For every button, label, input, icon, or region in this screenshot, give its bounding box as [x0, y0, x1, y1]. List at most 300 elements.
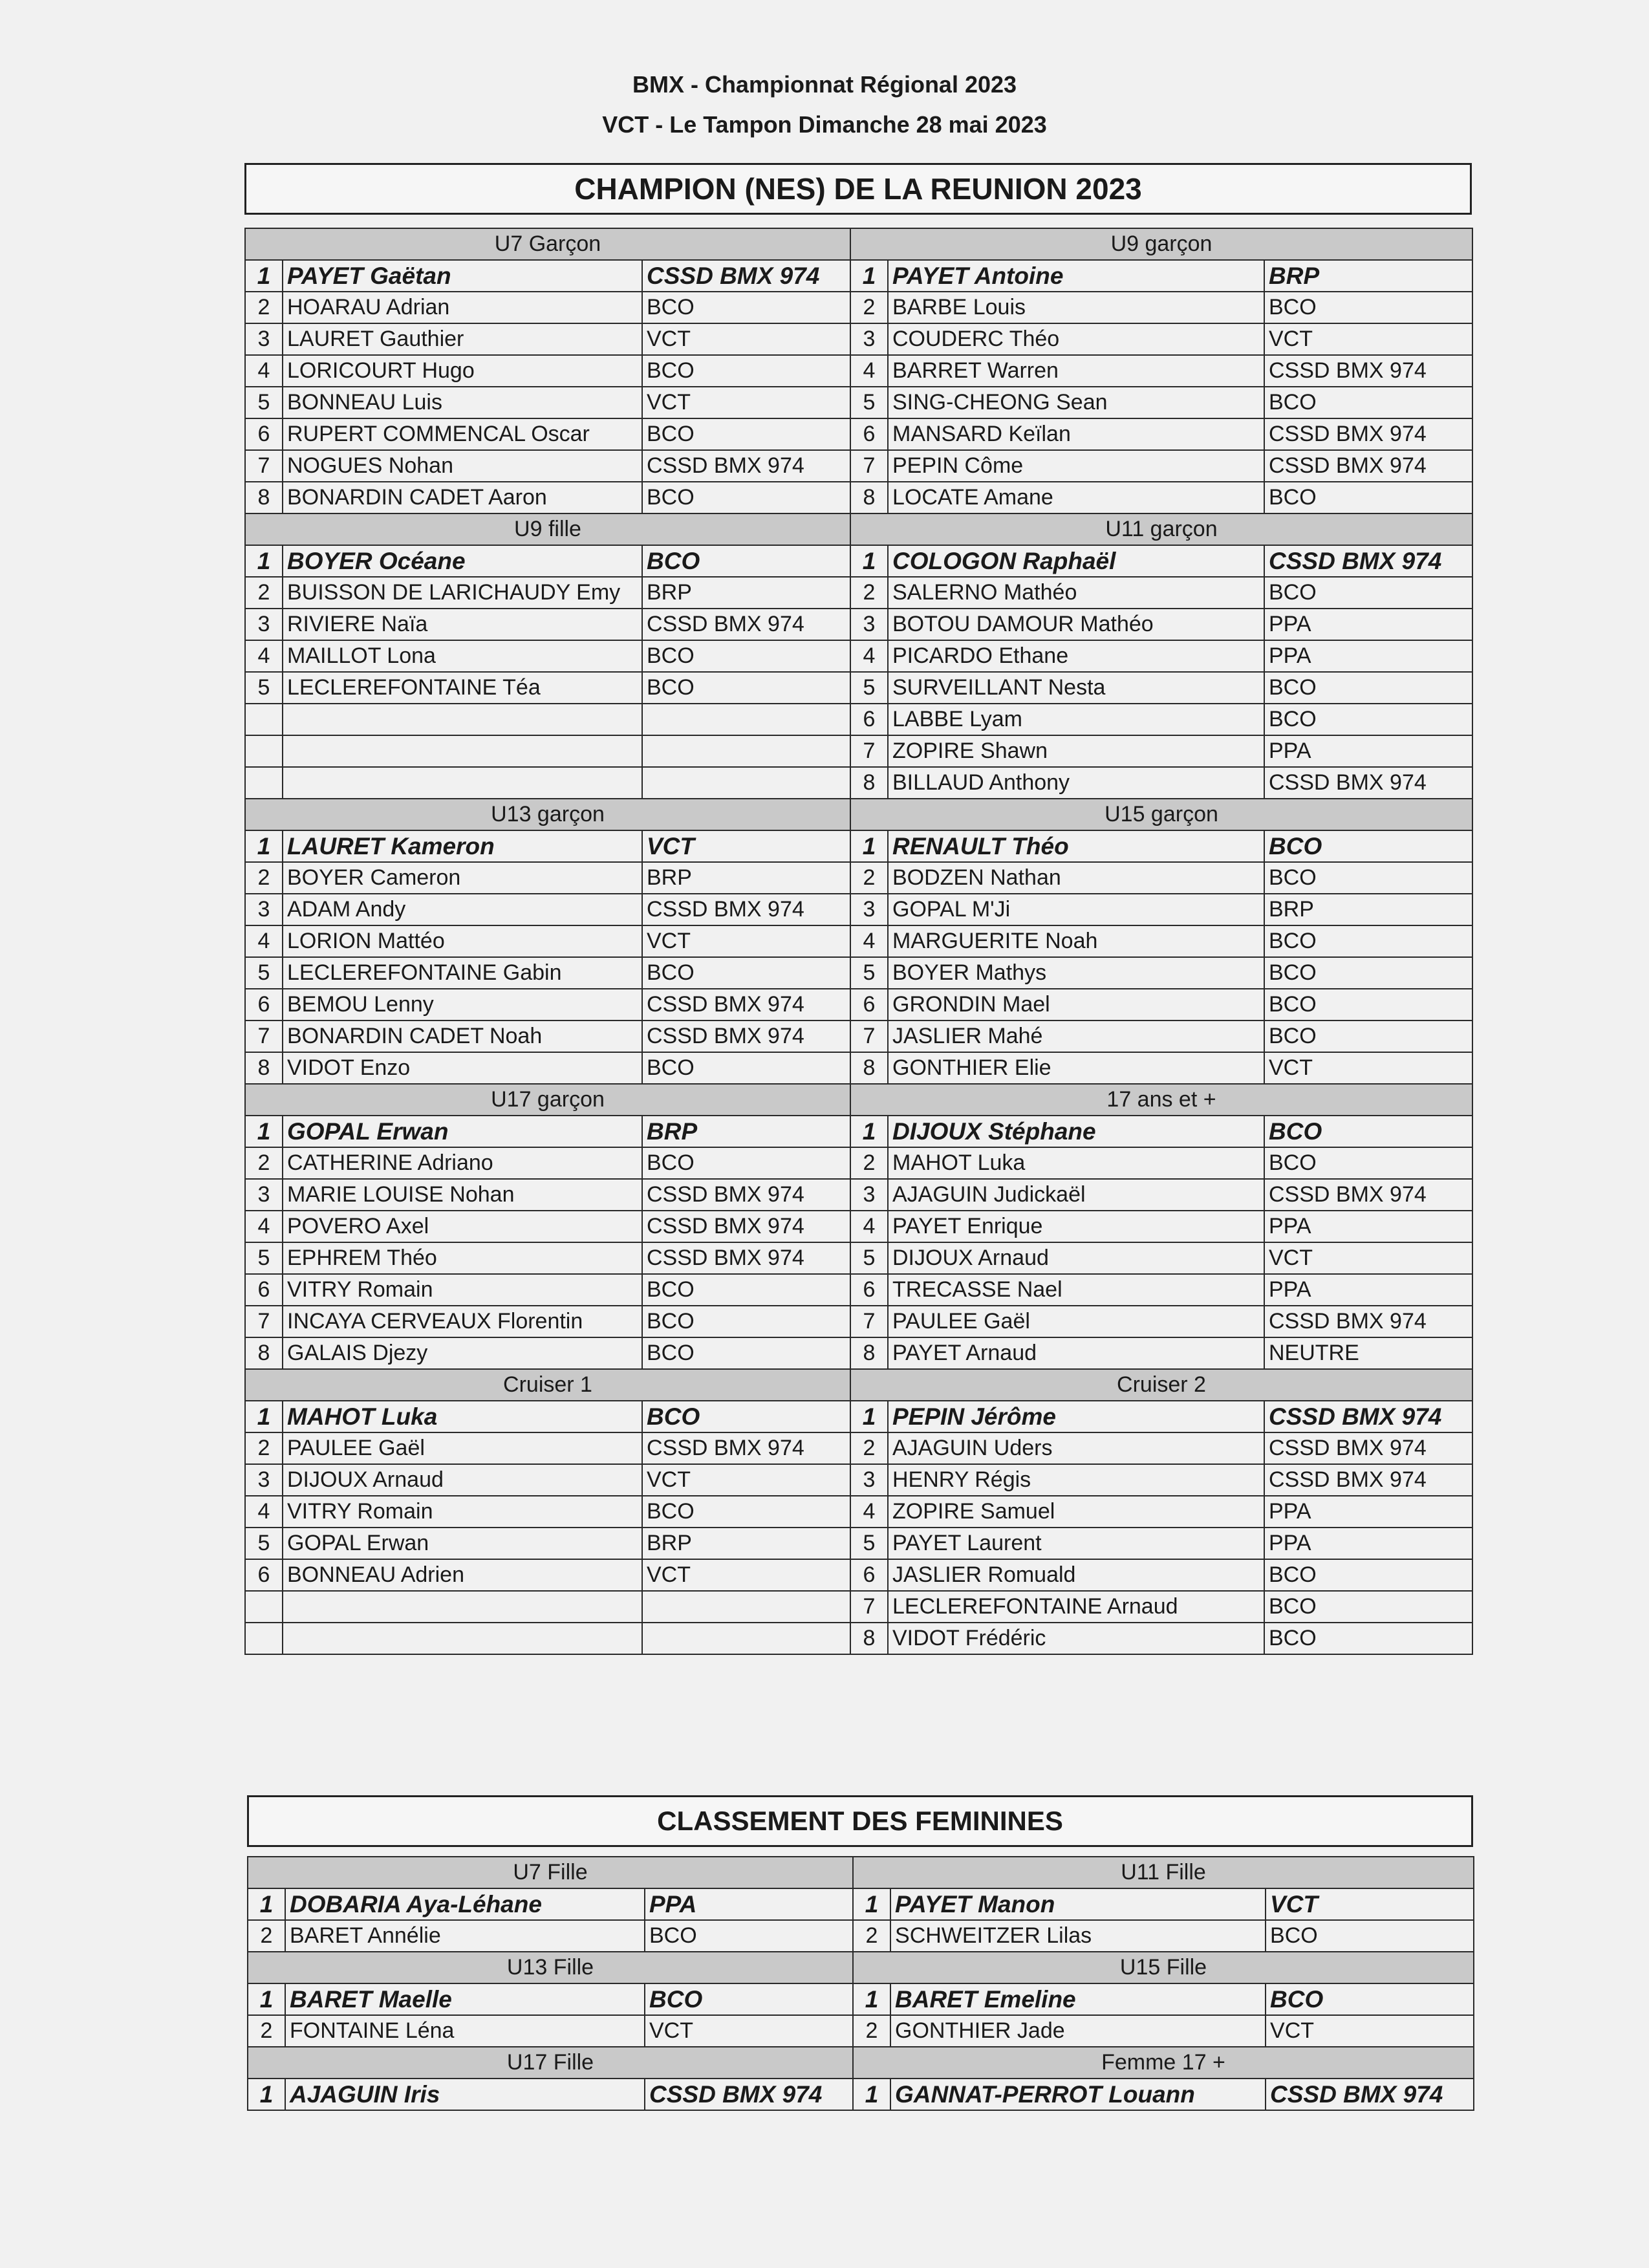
club-cell: PPA — [1264, 609, 1472, 640]
rider-name-cell: BUISSON DE LARICHAUDY Emy — [283, 577, 642, 609]
club-cell: BCO — [1264, 830, 1472, 862]
club-cell: BRP — [642, 1528, 850, 1559]
rank-cell: 8 — [245, 482, 283, 513]
club-cell: VCT — [1264, 1052, 1472, 1084]
club-cell — [642, 735, 850, 767]
club-cell: BCO — [1264, 672, 1472, 704]
rider-name-cell: LOCATE Amane — [888, 482, 1264, 513]
category-title: U7 Fille — [248, 1857, 853, 1888]
result-row — [245, 704, 1472, 735]
rank-cell: 3 — [850, 323, 888, 355]
result-row — [245, 292, 1472, 323]
rank-cell: 1 — [245, 1116, 283, 1147]
result-row — [245, 735, 1472, 767]
rider-name-cell: BODZEN Nathan — [888, 862, 1264, 894]
rank-cell: 2 — [248, 1920, 285, 1952]
rider-name-cell: NOGUES Nohan — [283, 450, 642, 482]
club-cell: CSSD BMX 974 — [1264, 1432, 1472, 1464]
club-cell: CSSD BMX 974 — [1264, 355, 1472, 387]
club-cell: BCO — [1264, 862, 1472, 894]
rider-name-cell: RENAULT Théo — [888, 830, 1264, 862]
rider-name-cell: GOPAL M'Ji — [888, 894, 1264, 925]
rider-name-cell: RUPERT COMMENCAL Oscar — [283, 418, 642, 450]
rank-cell: 2 — [245, 577, 283, 609]
club-cell: BRP — [642, 577, 850, 609]
rider-name-cell: EPHREM Théo — [283, 1242, 642, 1274]
rank-cell: 7 — [850, 450, 888, 482]
rider-name-cell: MANSARD Keïlan — [888, 418, 1264, 450]
rank-cell: 8 — [245, 1337, 283, 1369]
result-row — [245, 1591, 1472, 1623]
rider-name-cell: CATHERINE Adriano — [283, 1147, 642, 1179]
club-cell: CSSD BMX 974 — [642, 894, 850, 925]
result-row — [245, 830, 1472, 862]
result-row — [245, 1147, 1472, 1179]
club-cell: CSSD BMX 974 — [1264, 545, 1472, 577]
category-header-row — [245, 1084, 1472, 1116]
rank-cell: 8 — [850, 1623, 888, 1654]
rider-name-cell: HOARAU Adrian — [283, 292, 642, 323]
rider-name-cell: BONARDIN CADET Noah — [283, 1021, 642, 1052]
club-cell: BCO — [1264, 292, 1472, 323]
club-cell: CSSD BMX 974 — [1264, 1306, 1472, 1337]
club-cell: BCO — [642, 545, 850, 577]
rider-name-cell: PAYET Enrique — [888, 1211, 1264, 1242]
result-row — [245, 577, 1472, 609]
rider-name-cell: BOYER Cameron — [283, 862, 642, 894]
rank-cell: 2 — [245, 1432, 283, 1464]
category-title: U13 garçon — [245, 799, 850, 830]
club-cell — [642, 767, 850, 799]
result-row — [245, 1559, 1472, 1591]
champions-table — [244, 228, 1473, 1655]
rank-cell: 3 — [850, 894, 888, 925]
rider-name-cell: DIJOUX Arnaud — [283, 1464, 642, 1496]
club-cell: BCO — [642, 1337, 850, 1369]
rider-name-cell: GANNAT-PERROT Louann — [890, 2079, 1266, 2110]
rider-name-cell: DOBARIA Aya-Léhane — [285, 1888, 645, 1920]
club-cell: BCO — [642, 1496, 850, 1528]
rank-cell: 5 — [850, 957, 888, 989]
result-row — [245, 957, 1472, 989]
result-row — [245, 1021, 1472, 1052]
rank-cell: 7 — [850, 735, 888, 767]
rank-cell: 4 — [850, 1496, 888, 1528]
category-title: U17 Fille — [248, 2047, 853, 2079]
club-cell: BCO — [1264, 577, 1472, 609]
rider-name-cell: LORICOURT Hugo — [283, 355, 642, 387]
rider-name-cell: LAURET Gauthier — [283, 323, 642, 355]
rider-name-cell: VIDOT Enzo — [283, 1052, 642, 1084]
rank-cell: 3 — [245, 609, 283, 640]
result-row — [245, 989, 1472, 1021]
result-row — [248, 2015, 1474, 2047]
category-title: Cruiser 1 — [245, 1369, 850, 1401]
rider-name-cell: BARET Maelle — [285, 1983, 645, 2015]
club-cell: BCO — [642, 1274, 850, 1306]
category-title: Cruiser 2 — [850, 1369, 1472, 1401]
rider-name-cell: VITRY Romain — [283, 1274, 642, 1306]
rider-name-cell: PAYET Arnaud — [888, 1337, 1264, 1369]
rider-name-cell: HENRY Régis — [888, 1464, 1264, 1496]
club-cell: CSSD BMX 974 — [642, 1021, 850, 1052]
rank-cell: 2 — [245, 862, 283, 894]
result-row — [245, 545, 1472, 577]
result-row — [245, 609, 1472, 640]
rider-name-cell: TRECASSE Nael — [888, 1274, 1264, 1306]
result-row — [245, 355, 1472, 387]
result-row — [245, 323, 1472, 355]
rider-name-cell: BARBE Louis — [888, 292, 1264, 323]
category-title: 17 ans et + — [850, 1084, 1472, 1116]
rank-cell: 5 — [245, 957, 283, 989]
club-cell: BCO — [642, 292, 850, 323]
rider-name-cell: DIJOUX Stéphane — [888, 1116, 1264, 1147]
result-row — [245, 1306, 1472, 1337]
result-row — [245, 894, 1472, 925]
club-cell: BCO — [1264, 704, 1472, 735]
club-cell: BCO — [1264, 989, 1472, 1021]
category-title: U9 fille — [245, 513, 850, 545]
club-cell — [642, 1623, 850, 1654]
rank-cell: 5 — [850, 387, 888, 418]
rank-cell: 5 — [245, 1242, 283, 1274]
rider-name-cell: SING-CHEONG Sean — [888, 387, 1264, 418]
rank-cell: 4 — [850, 1211, 888, 1242]
rank-cell: 1 — [853, 1983, 890, 2015]
rank-cell: 4 — [850, 355, 888, 387]
club-cell: VCT — [642, 323, 850, 355]
rank-cell: 6 — [850, 1274, 888, 1306]
club-cell: CSSD BMX 974 — [645, 2079, 853, 2110]
result-row — [245, 1052, 1472, 1084]
result-row — [248, 1888, 1474, 1920]
club-cell: VCT — [1266, 1888, 1474, 1920]
rider-name-cell: MAHOT Luka — [283, 1401, 642, 1432]
category-header-row — [248, 2047, 1474, 2079]
result-row — [245, 1623, 1472, 1654]
result-row — [245, 1496, 1472, 1528]
result-row — [245, 1337, 1472, 1369]
rider-name-cell: JASLIER Mahé — [888, 1021, 1264, 1052]
result-row — [245, 767, 1472, 799]
rider-name-cell: BONNEAU Adrien — [283, 1559, 642, 1591]
category-title: U7 Garçon — [245, 228, 850, 260]
club-cell: VCT — [642, 830, 850, 862]
result-row — [245, 1528, 1472, 1559]
rider-name-cell: PAYET Gaëtan — [283, 260, 642, 292]
rider-name-cell: FONTAINE Léna — [285, 2015, 645, 2047]
rider-name-cell: MARGUERITE Noah — [888, 925, 1264, 957]
rank-cell: 3 — [245, 894, 283, 925]
rank-cell: 4 — [245, 925, 283, 957]
result-row — [245, 1274, 1472, 1306]
category-title: U9 garçon — [850, 228, 1472, 260]
rider-name-cell: BONARDIN CADET Aaron — [283, 482, 642, 513]
club-cell: CSSD BMX 974 — [1264, 418, 1472, 450]
rank-cell: 4 — [245, 640, 283, 672]
rider-name-cell: ADAM Andy — [283, 894, 642, 925]
rider-name-cell — [283, 1591, 642, 1623]
rank-cell: 8 — [850, 1052, 888, 1084]
rider-name-cell: LABBE Lyam — [888, 704, 1264, 735]
club-cell: CSSD BMX 974 — [642, 450, 850, 482]
club-cell: VCT — [645, 2015, 853, 2047]
club-cell: BCO — [642, 1052, 850, 1084]
rider-name-cell: PICARDO Ethane — [888, 640, 1264, 672]
club-cell — [642, 704, 850, 735]
rider-name-cell: MARIE LOUISE Nohan — [283, 1179, 642, 1211]
rank-cell: 6 — [850, 1559, 888, 1591]
rider-name-cell: ZOPIRE Shawn — [888, 735, 1264, 767]
rank-cell: 3 — [245, 1179, 283, 1211]
category-title: U15 Fille — [853, 1952, 1474, 1983]
category-title: U11 Fille — [853, 1857, 1474, 1888]
rank-cell: 1 — [850, 1401, 888, 1432]
result-row — [245, 450, 1472, 482]
rank-cell: 1 — [245, 830, 283, 862]
rider-name-cell: INCAYA CERVEAUX Florentin — [283, 1306, 642, 1337]
rider-name-cell: DIJOUX Arnaud — [888, 1242, 1264, 1274]
rider-name-cell: PEPIN Côme — [888, 450, 1264, 482]
result-row — [245, 482, 1472, 513]
club-cell: BCO — [642, 957, 850, 989]
club-cell: BCO — [1266, 1983, 1474, 2015]
rank-cell: 1 — [245, 1401, 283, 1432]
club-cell: CSSD BMX 974 — [1264, 450, 1472, 482]
rider-name-cell: PAYET Manon — [890, 1888, 1266, 1920]
rider-name-cell: BOYER Mathys — [888, 957, 1264, 989]
rank-cell: 2 — [853, 1920, 890, 1952]
rider-name-cell: BARET Annélie — [285, 1920, 645, 1952]
club-cell: BCO — [1264, 957, 1472, 989]
rank-cell: 5 — [850, 1528, 888, 1559]
rider-name-cell: LECLEREFONTAINE Téa — [283, 672, 642, 704]
rank-cell: 6 — [850, 704, 888, 735]
club-cell: PPA — [1264, 1274, 1472, 1306]
category-title: U13 Fille — [248, 1952, 853, 1983]
club-cell: CSSD BMX 974 — [1266, 2079, 1474, 2110]
club-cell: CSSD BMX 974 — [642, 609, 850, 640]
club-cell: PPA — [1264, 1496, 1472, 1528]
rider-name-cell: JASLIER Romuald — [888, 1559, 1264, 1591]
rider-name-cell: SCHWEITZER Lilas — [890, 1920, 1266, 1952]
category-header-row — [245, 799, 1472, 830]
rider-name-cell — [283, 767, 642, 799]
club-cell: BCO — [1264, 1116, 1472, 1147]
event-title: BMX - Championnat Régional 2023 — [632, 71, 1017, 98]
club-cell: CSSD BMX 974 — [642, 260, 850, 292]
rank-cell: 1 — [248, 1888, 285, 1920]
rank-cell: 8 — [245, 1052, 283, 1084]
club-cell: CSSD BMX 974 — [642, 989, 850, 1021]
result-row — [245, 640, 1472, 672]
feminines-table — [247, 1856, 1474, 2111]
rider-name-cell — [283, 735, 642, 767]
club-cell: PPA — [1264, 1211, 1472, 1242]
rank-cell: 1 — [853, 2079, 890, 2110]
rank-cell: 6 — [245, 418, 283, 450]
rank-cell: 5 — [850, 672, 888, 704]
club-cell: BCO — [1264, 1623, 1472, 1654]
rider-name-cell: MAHOT Luka — [888, 1147, 1264, 1179]
result-row — [245, 1116, 1472, 1147]
result-row — [248, 1983, 1474, 2015]
rank-cell: 2 — [245, 292, 283, 323]
club-cell: BCO — [1264, 482, 1472, 513]
rider-name-cell: GRONDIN Mael — [888, 989, 1264, 1021]
club-cell: BCO — [642, 1306, 850, 1337]
club-cell: CSSD BMX 974 — [1264, 1464, 1472, 1496]
rank-cell: 1 — [850, 545, 888, 577]
rider-name-cell: RIVIERE Naïa — [283, 609, 642, 640]
club-cell: CSSD BMX 974 — [1264, 1401, 1472, 1432]
club-cell: PPA — [645, 1888, 853, 1920]
result-row — [245, 1432, 1472, 1464]
rider-name-cell: BONNEAU Luis — [283, 387, 642, 418]
rider-name-cell: LECLEREFONTAINE Arnaud — [888, 1591, 1264, 1623]
rank-cell: 1 — [850, 830, 888, 862]
rank-cell — [245, 1623, 283, 1654]
category-title: U11 garçon — [850, 513, 1472, 545]
result-row — [245, 418, 1472, 450]
category-header-row — [248, 1952, 1474, 1983]
rider-name-cell: ZOPIRE Samuel — [888, 1496, 1264, 1528]
rank-cell: 3 — [245, 1464, 283, 1496]
rank-cell: 3 — [850, 1464, 888, 1496]
result-row — [245, 387, 1472, 418]
rank-cell: 3 — [850, 609, 888, 640]
rider-name-cell: POVERO Axel — [283, 1211, 642, 1242]
club-cell: PPA — [1264, 1528, 1472, 1559]
rider-name-cell: BARRET Warren — [888, 355, 1264, 387]
feminines-title: CLASSEMENT DES FEMININES — [247, 1795, 1473, 1847]
rider-name-cell: COLOGON Raphaël — [888, 545, 1264, 577]
rank-cell: 2 — [850, 862, 888, 894]
club-cell: PPA — [1264, 735, 1472, 767]
rider-name-cell: BOTOU DAMOUR Mathéo — [888, 609, 1264, 640]
club-cell: BCO — [642, 672, 850, 704]
result-row — [248, 2079, 1474, 2110]
club-cell: VCT — [1264, 323, 1472, 355]
rank-cell: 2 — [248, 2015, 285, 2047]
club-cell — [642, 1591, 850, 1623]
rider-name-cell: BEMOU Lenny — [283, 989, 642, 1021]
club-cell: BCO — [1266, 1920, 1474, 1952]
category-title: U17 garçon — [245, 1084, 850, 1116]
rider-name-cell: LAURET Kameron — [283, 830, 642, 862]
rider-name-cell: COUDERC Théo — [888, 323, 1264, 355]
rank-cell: 4 — [245, 1211, 283, 1242]
rider-name-cell — [283, 1623, 642, 1654]
club-cell: BCO — [642, 355, 850, 387]
rank-cell: 2 — [850, 292, 888, 323]
rank-cell: 5 — [850, 1242, 888, 1274]
rank-cell: 1 — [245, 545, 283, 577]
result-row — [245, 1401, 1472, 1432]
rider-name-cell: GONTHIER Jade — [890, 2015, 1266, 2047]
champions-title: CHAMPION (NES) DE LA REUNION 2023 — [244, 163, 1472, 215]
club-cell: BCO — [1264, 387, 1472, 418]
rider-name-cell: AJAGUIN Iris — [285, 2079, 645, 2110]
rank-cell: 7 — [850, 1021, 888, 1052]
rank-cell: 5 — [245, 1528, 283, 1559]
rank-cell: 1 — [853, 1888, 890, 1920]
rank-cell: 5 — [245, 387, 283, 418]
club-cell: BRP — [1264, 894, 1472, 925]
club-cell: CSSD BMX 974 — [1264, 1179, 1472, 1211]
rank-cell: 2 — [245, 1147, 283, 1179]
rank-cell: 2 — [850, 577, 888, 609]
rank-cell: 5 — [245, 672, 283, 704]
rank-cell: 6 — [850, 989, 888, 1021]
club-cell: BRP — [642, 1116, 850, 1147]
rank-cell: 8 — [850, 1337, 888, 1369]
result-row — [245, 925, 1472, 957]
club-cell: VCT — [642, 1464, 850, 1496]
result-row — [245, 1464, 1472, 1496]
rank-cell: 6 — [245, 1559, 283, 1591]
club-cell: VCT — [1264, 1242, 1472, 1274]
club-cell: BCO — [642, 418, 850, 450]
club-cell: BCO — [1264, 1559, 1472, 1591]
club-cell: BCO — [1264, 1591, 1472, 1623]
club-cell: VCT — [1266, 2015, 1474, 2047]
document-header — [0, 65, 1649, 145]
club-cell: BCO — [645, 1983, 853, 2015]
rank-cell: 8 — [850, 767, 888, 799]
rank-cell: 1 — [248, 1983, 285, 2015]
club-cell: VCT — [642, 387, 850, 418]
club-cell: PPA — [1264, 640, 1472, 672]
club-cell: BCO — [1264, 1147, 1472, 1179]
rank-cell: 2 — [850, 1147, 888, 1179]
result-row — [245, 260, 1472, 292]
rider-name-cell: LECLEREFONTAINE Gabin — [283, 957, 642, 989]
category-header-row — [245, 1369, 1472, 1401]
rank-cell: 3 — [850, 1179, 888, 1211]
rank-cell: 4 — [850, 925, 888, 957]
rider-name-cell: BILLAUD Anthony — [888, 767, 1264, 799]
rider-name-cell: MAILLOT Lona — [283, 640, 642, 672]
rank-cell: 1 — [850, 1116, 888, 1147]
rider-name-cell: PEPIN Jérôme — [888, 1401, 1264, 1432]
club-cell: BCO — [642, 640, 850, 672]
rank-cell: 4 — [850, 640, 888, 672]
rank-cell: 7 — [850, 1591, 888, 1623]
rank-cell: 2 — [853, 2015, 890, 2047]
rider-name-cell: SURVEILLANT Nesta — [888, 672, 1264, 704]
rider-name-cell: GOPAL Erwan — [283, 1116, 642, 1147]
rider-name-cell: GALAIS Djezy — [283, 1337, 642, 1369]
rider-name-cell: BARET Emeline — [890, 1983, 1266, 2015]
club-cell: BCO — [1264, 925, 1472, 957]
rank-cell: 7 — [245, 1306, 283, 1337]
club-cell: VCT — [642, 1559, 850, 1591]
rider-name-cell: GOPAL Erwan — [283, 1528, 642, 1559]
rider-name-cell: AJAGUIN Uders — [888, 1432, 1264, 1464]
result-row — [245, 672, 1472, 704]
rider-name-cell: BOYER Océane — [283, 545, 642, 577]
rider-name-cell: SALERNO Mathéo — [888, 577, 1264, 609]
rider-name-cell: PAYET Antoine — [888, 260, 1264, 292]
rank-cell: 4 — [245, 1496, 283, 1528]
result-row — [248, 1920, 1474, 1952]
rank-cell: 1 — [850, 260, 888, 292]
rider-name-cell — [283, 704, 642, 735]
rank-cell: 3 — [245, 323, 283, 355]
rank-cell — [245, 767, 283, 799]
